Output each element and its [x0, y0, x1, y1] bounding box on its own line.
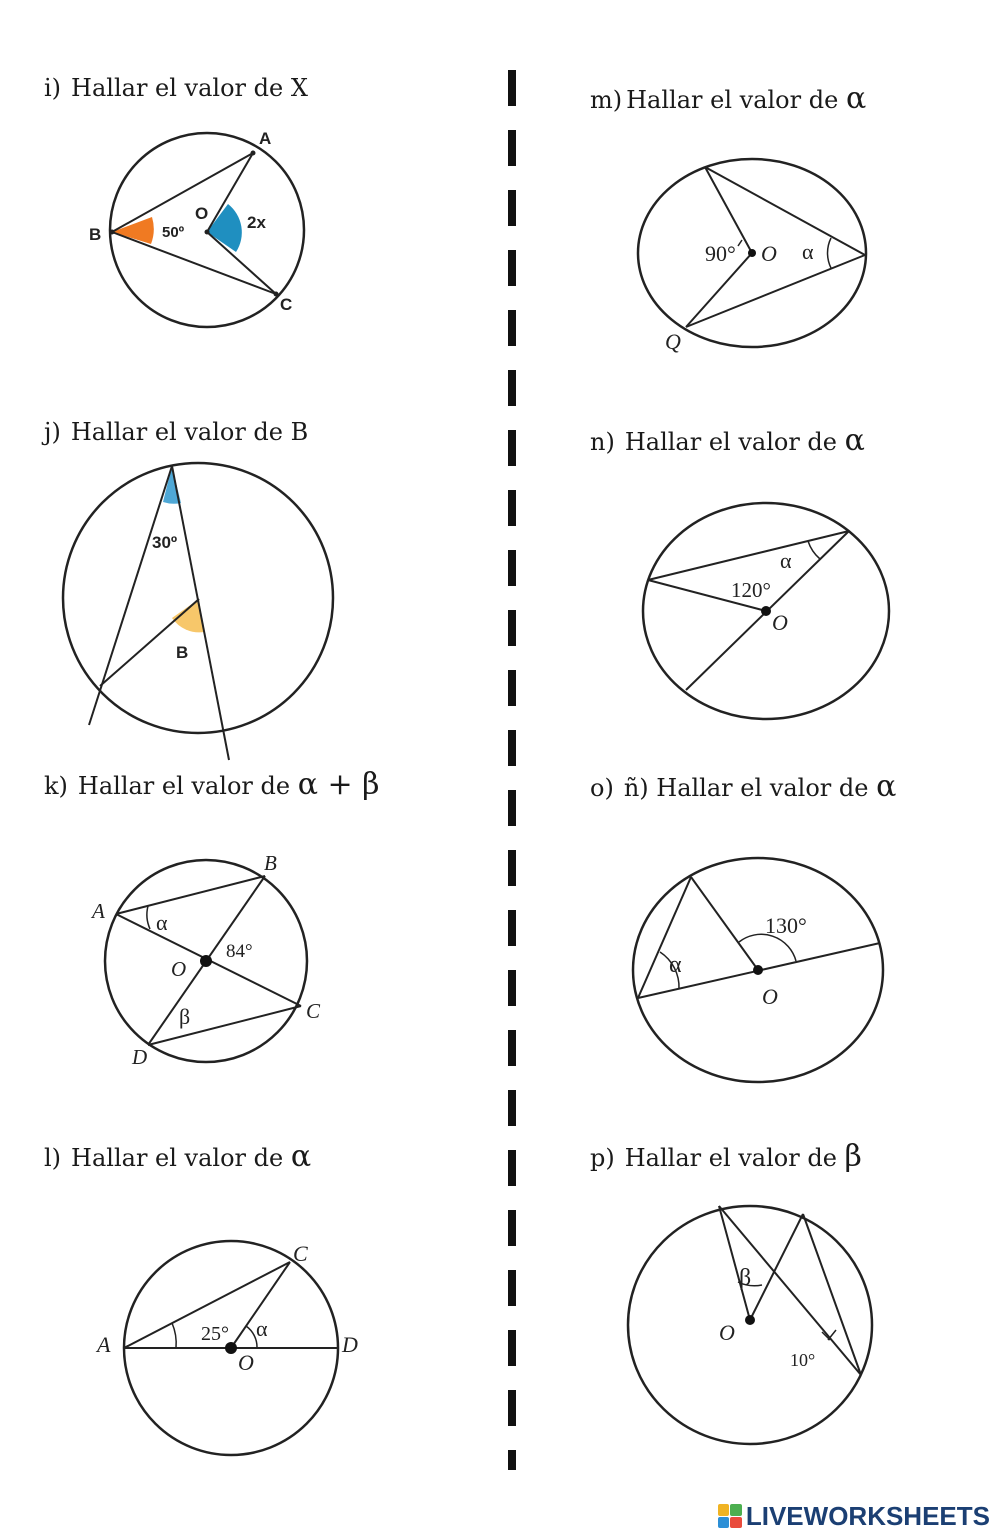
label-d: D [342, 1332, 358, 1357]
problem-k-title: k) Hallar el valor de α + β [44, 767, 380, 802]
alpha-label: α [802, 239, 814, 264]
teal-angle [207, 204, 242, 252]
label-o: O [719, 1320, 735, 1345]
greek-symbol: α + β [297, 767, 380, 802]
figure-k [90, 851, 321, 1069]
alpha-arc [828, 238, 831, 268]
greek-symbol: β [844, 1139, 862, 1174]
label-a: A [92, 899, 105, 923]
brand-name: LIVEWORKSHEETS [745, 1500, 990, 1531]
figure-n [643, 503, 889, 719]
label-b: B [89, 225, 102, 244]
problem-i-title: i) Hallar el valor de X [44, 74, 308, 102]
greek-symbol: α [876, 769, 897, 804]
angle-top-value: 30º [152, 533, 178, 552]
center-point [761, 606, 771, 616]
alpha-label: α [669, 952, 682, 978]
brand-logo-icon [718, 1504, 742, 1528]
figure-o [633, 858, 883, 1082]
angle-a-value: 25° [201, 1323, 229, 1345]
radius-right [750, 1214, 803, 1320]
label-o: O [761, 241, 777, 266]
radius-top [691, 877, 758, 970]
center-point [200, 955, 212, 967]
alpha-arc [147, 906, 150, 929]
angle-o-value: 84° [226, 941, 253, 962]
liveworksheets-logo [718, 1501, 990, 1531]
label-b: B [264, 851, 277, 875]
label-o: O [238, 1350, 254, 1375]
chord-bc [112, 232, 276, 294]
alpha-label: α [256, 1316, 268, 1341]
greek-symbol: α [290, 1139, 312, 1174]
label-o: O [195, 204, 209, 223]
center-point [753, 965, 763, 975]
problem-n-title: n) Hallar el valor de α [590, 423, 865, 458]
label-a: A [259, 129, 272, 148]
angle-o-value: 130° [765, 913, 807, 938]
figure-i [89, 129, 304, 327]
label-o: O [762, 984, 778, 1009]
angle-a-arc [172, 1323, 176, 1348]
figure-p [628, 1206, 872, 1444]
point-b [110, 230, 115, 235]
greek-symbol: α [844, 423, 865, 458]
center-point [205, 230, 210, 235]
chord-top [648, 531, 849, 580]
label-c: C [293, 1241, 308, 1266]
angle-o-value: 2x [247, 213, 266, 232]
problem-o-title: o) ñ) Hallar el valor de α [590, 769, 897, 804]
problem-m-title: m) Hallar el valor de α [590, 81, 867, 116]
figure-j [63, 463, 333, 760]
center-point [748, 249, 756, 257]
point-a [251, 151, 256, 156]
angle-o-value: 90° [705, 241, 736, 266]
figure-l [95, 1241, 358, 1455]
figure-m [638, 159, 866, 354]
right-angle-mark [738, 240, 742, 246]
point-c [274, 292, 279, 297]
label-c: C [280, 295, 293, 314]
center-point [745, 1315, 755, 1325]
label-o: O [171, 957, 187, 981]
label-d: D [132, 1045, 148, 1069]
alpha-label: α [156, 910, 168, 935]
alpha-arc [808, 541, 820, 559]
problem-j-title: j) Hallar el valor de B [44, 418, 309, 446]
beta-label: β [179, 1004, 191, 1029]
problem-p-title: p) Hallar el valor de β [590, 1139, 862, 1174]
problem-l-title: l) Hallar el valor de α [44, 1139, 312, 1174]
label-c: C [306, 999, 321, 1023]
angle-b-label: B [176, 643, 189, 662]
label-q: Q [665, 329, 681, 354]
angle-b-value: 50º [162, 224, 185, 241]
alpha-label: α [780, 548, 792, 573]
angle-o-value: 120° [731, 578, 771, 602]
angle-value: 10° [790, 1350, 816, 1370]
greek-symbol: α [845, 81, 867, 116]
radius-oc [207, 232, 276, 294]
label-o: O [772, 610, 788, 635]
beta-label: β [739, 1265, 752, 1291]
label-a: A [97, 1332, 111, 1357]
